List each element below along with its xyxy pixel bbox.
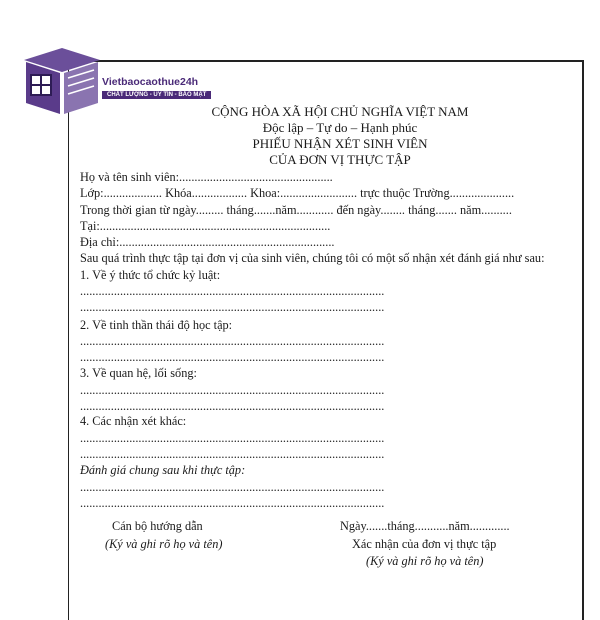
dot-line: ................................................................................................... [80, 399, 385, 413]
company-confirm-title: Xác nhận của đơn vị thực tập [352, 537, 497, 551]
section-attitude: 2. Về tinh thần thái độ học tập: [80, 318, 233, 332]
section-relations: 3. Về quan hệ, lối sống: [80, 366, 197, 380]
country-heading: CỘNG HÒA XÃ HỘI CHỦ NGHĨA VIỆT NAM [211, 104, 469, 119]
dot-line: ................................................................................................... [80, 284, 385, 298]
supervisor-note: (Ký và ghi rõ họ và tên) [105, 537, 223, 551]
address-field: Địa chỉ:...................................................................... [80, 235, 335, 249]
form-subtitle: CỦA ĐƠN VỊ THỰC TẬP [269, 152, 411, 167]
dot-line: ................................................................................................... [80, 300, 385, 314]
supervisor-title: Cán bộ hướng dẫn [112, 519, 203, 533]
intro-text: Sau quá trình thực tập tại đơn vị của sinh viên, chúng tôi có một số nhận xét đánh giá như sau: [80, 251, 545, 265]
brand-name: Vietbaocaothue24h [102, 76, 199, 88]
section-overall: Đánh giá chung sau khi thực tập: [80, 463, 246, 477]
student-name-field: Họ và tên sinh viên:.................................................. [80, 170, 333, 184]
section-discipline: 1. Về ý thức tổ chức kỷ luật: [80, 268, 221, 282]
dot-line: ................................................................................................... [80, 480, 385, 494]
dot-line: ................................................................................................... [80, 447, 385, 461]
date-line: Ngày.......tháng...........năm............. [340, 519, 510, 533]
book-house-icon [22, 46, 102, 116]
dot-line: ................................................................................................... [80, 350, 385, 364]
brand-tagline: CHẤT LƯỢNG - UY TÍN - BẢO MẬT [102, 91, 211, 99]
motto: Độc lập – Tự do – Hạnh phúc [262, 120, 418, 135]
location-field: Tại:........................................................................... [80, 219, 331, 233]
company-confirm-note: (Ký và ghi rõ họ và tên) [366, 554, 484, 568]
form-title: PHIẾU NHẬN XÉT SINH VIÊN [252, 136, 428, 151]
period-field: Trong thời gian từ ngày......... tháng.......năm............ đến ngày........ tháng....... năm.......... [80, 203, 512, 217]
class-field: Lớp:................... Khóa.................. Khoa:......................... trực thuộc Trường..................... [80, 186, 515, 200]
dot-line: ................................................................................................... [80, 496, 385, 510]
dot-line: ................................................................................................... [80, 431, 385, 445]
dot-line: ................................................................................................... [80, 334, 385, 348]
dot-line: ................................................................................................... [80, 383, 385, 397]
section-other: 4. Các nhận xét khác: [80, 414, 187, 428]
